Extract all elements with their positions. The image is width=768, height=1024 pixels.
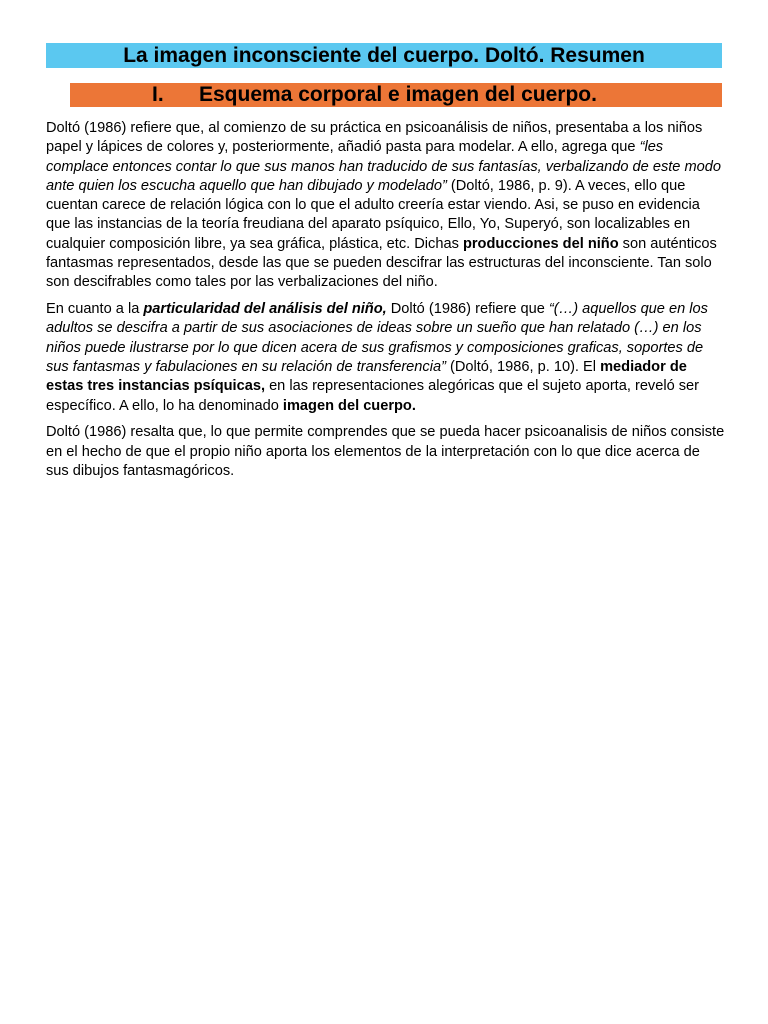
paragraph-1-quote: “les complace entonces contar lo que sus manos han traducido de sus fantasías, verbalizando de este modo ante quien los escucha aquello que han dibujado y modelado” — [46, 139, 721, 194]
paragraph-2-text-b: Doltó (1986) refiere que — [386, 301, 549, 318]
paragraph-1-text-a: Doltó (1986) refiere que, al comienzo de su práctica en psicoanálisis de niños, presentaba a los niños papel y lápices de colores y, posteriormente, añadió pasta para modelar. A ello, agrega que — [46, 120, 703, 156]
paragraph-2-text-d: en las representaciones alegóricas que el sujeto aporta, reveló ser específico. A ello, lo ha denominado — [46, 378, 700, 414]
paragraph-2-quote: “(…) aquellos que en los adultos se descifra a partir de sus asociaciones de ideas sobre un sueño que han relatado (…) en los niños puede ilustrarse por lo que dicen acera de sus grafismos y composiciones graficas, soportes de sus fantasmas y fabulaciones en su relación de transferencia” — [46, 301, 708, 376]
paragraph-3: Doltó (1986) resalta que, lo que permite comprendes que se pueda hacer psicoanalisis de niños consiste en el hecho de que el propio niño aporta los elementos de la interpretación con lo que dice acerca de sus dibujos fantasmagóricos. — [46, 424, 725, 480]
paragraph-2-text-a: En cuanto a la — [46, 301, 144, 318]
section-heading: Esquema corporal e imagen del cuerpo. — [199, 83, 597, 106]
document-title: La imagen inconsciente del cuerpo. Doltó. Resumen — [123, 43, 645, 67]
document-body — [46, 119, 726, 489]
paragraph-2-bold-term-1: mediador de estas tres instancias psíquicas, — [46, 359, 687, 395]
section-number: I. — [152, 83, 164, 106]
paragraph-2-bold-italic-term: particularidad del análisis del niño, — [143, 301, 387, 318]
paragraph-1-bold-term: producciones del niño — [462, 235, 619, 252]
paragraph-1 — [46, 119, 726, 293]
paragraph-2-text-c: (Doltó, 1986, p. 10). El — [445, 359, 601, 376]
paragraph-1-text-c: son auténticos fantasmas representados, desde las que se pueden descifrar las estructuras del inconsciente. Tan solo son descifrables como tales por las verbalizaciones del niño. — [46, 235, 717, 291]
paragraph-2-bold-term-2: imagen del cuerpo. — [282, 397, 416, 414]
paragraph-1-text-b: (Doltó, 1986, p. 9). A veces, ello que cuentan carece de relación lógica con lo que el adulto creería estar viendo. Asi, se puso en evidencia que las instancias de la teoría freudiana del aparato psíquico, Ello, Yo, Superyó, son localizables en cualquier composición libre, ya sea gráfica, plástica, etc. Dichas — [46, 177, 700, 252]
paragraph-2 — [46, 300, 726, 416]
section-heading-banner — [70, 83, 722, 107]
document-title-banner — [46, 43, 722, 68]
